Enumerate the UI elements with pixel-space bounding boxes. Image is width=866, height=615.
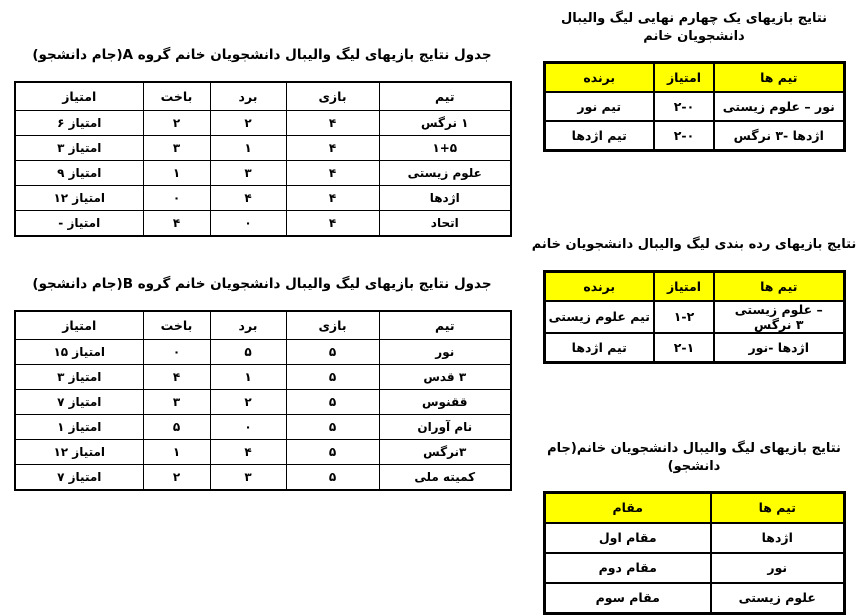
cell-points: ۳ امتیاز <box>15 135 143 160</box>
cell-lost: ۰ <box>143 185 210 210</box>
ranking-title: نتایج بازیهای رده بندی لیگ والیبال دانشجویان خانم <box>531 237 857 253</box>
cell-winner: تیم نور <box>544 92 654 121</box>
column-header-team: تیم <box>379 82 511 111</box>
cell-team: نام آوران <box>379 414 511 439</box>
cell-teams: علوم زیستی‎ – نور <box>714 92 844 121</box>
cell-lost: ۰ <box>143 339 210 364</box>
cell-lost: ۳ <box>143 389 210 414</box>
ranking-results-table <box>543 270 846 364</box>
cell-score: ۲-۰ <box>654 92 714 121</box>
cell-played: ۵ <box>286 364 379 389</box>
group-b-standings-table <box>14 310 512 491</box>
group-b-title: جدول نتایج بازیهای لیگ والیبال دانشجویان خانم گروه B(جام دانشجو) <box>32 275 492 292</box>
header-row <box>15 82 511 111</box>
quarterfinal-results-table <box>543 61 846 152</box>
cell-team: ققنوس <box>379 389 511 414</box>
header-row <box>544 271 844 301</box>
cell-won: ۱ <box>210 364 286 389</box>
cell-team: اژدها <box>379 185 511 210</box>
header-row <box>544 63 844 93</box>
cell-played: ۵ <box>286 414 379 439</box>
cell-score: ۲-۰ <box>654 121 714 151</box>
column-header-score: امتیاز <box>654 63 714 93</box>
column-header-winner: برنده <box>544 63 654 93</box>
cell-points: - امتیاز <box>15 210 143 236</box>
column-header-points: امتیاز <box>15 311 143 340</box>
column-header-rank: مقام <box>544 492 711 523</box>
cell-played: ۵ <box>286 439 379 464</box>
column-header-losses: باخت <box>143 311 210 340</box>
cell-rank: مقام دوم <box>544 553 711 583</box>
column-header-score: امتیاز <box>654 271 714 301</box>
cell-lost: ۳ <box>143 135 210 160</box>
cell-lost: ۱ <box>143 439 210 464</box>
cell-lost: ۴ <box>143 210 210 236</box>
table-row <box>15 135 511 160</box>
cell-won: ۲ <box>210 389 286 414</box>
cell-played: ۴ <box>286 160 379 185</box>
cell-team: علوم زیستی <box>711 583 844 614</box>
cell-won: ۳ <box>210 464 286 490</box>
cell-lost: ۵ <box>143 414 210 439</box>
cell-score: ۲-۱ <box>654 333 714 363</box>
cell-team: نور <box>379 339 511 364</box>
cell-played: ۵ <box>286 389 379 414</box>
cell-team: نرگس‎۳ <box>379 439 511 464</box>
cell-lost: ۱ <box>143 160 210 185</box>
group-a-title: جدول نتایج بازیهای لیگ والیبال دانشجویان خانم گروه A(جام دانشجو) <box>32 47 492 63</box>
cell-rank: مقام اول <box>544 523 711 553</box>
cell-winner: تیم علوم زیستی <box>544 301 654 333</box>
table-row <box>15 414 511 439</box>
cell-won: ۴ <box>210 185 286 210</box>
table-row <box>15 160 511 185</box>
cell-winner: تیم اژدها <box>544 333 654 363</box>
cell-team: اتحاد <box>379 210 511 236</box>
column-header-team: تیم <box>379 311 511 340</box>
cell-lost: ۲ <box>143 110 210 135</box>
header-row <box>544 492 844 523</box>
cell-team: کمیته ملی <box>379 464 511 490</box>
cell-won: ۵ <box>210 339 286 364</box>
cell-team: نرگس‎ ۱ <box>379 110 511 135</box>
table-row <box>15 210 511 236</box>
cell-winner: تیم اژدها <box>544 121 654 151</box>
cell-points: ۳ امتیاز <box>15 364 143 389</box>
table-row <box>15 110 511 135</box>
cell-won: ۱ <box>210 135 286 160</box>
table-row <box>544 92 844 121</box>
cell-points: ۹ امتیاز <box>15 160 143 185</box>
table-row <box>15 464 511 490</box>
cell-played: ۴ <box>286 185 379 210</box>
cell-played: ۴ <box>286 135 379 160</box>
cell-won: ۴ <box>210 439 286 464</box>
column-header-losses: باخت <box>143 82 210 111</box>
cell-teams: نرگس‎ ۳- اژدها <box>714 121 844 151</box>
cell-team: اژدها <box>711 523 844 553</box>
column-header-teams: تیم ها <box>711 492 844 523</box>
cell-points: ۱ امتیاز <box>15 414 143 439</box>
header-row <box>15 311 511 340</box>
cell-rank: مقام سوم <box>544 583 711 614</box>
cell-won: ۲ <box>210 110 286 135</box>
table-row <box>15 185 511 210</box>
cell-team: قدس‎ ۳ <box>379 364 511 389</box>
table-row <box>544 333 844 363</box>
cell-team: ۱+۵ <box>379 135 511 160</box>
cell-won: ۰ <box>210 414 286 439</box>
cell-points: ۱۵ امتیاز <box>15 339 143 364</box>
cell-played: ۴ <box>286 210 379 236</box>
cell-played: ۵ <box>286 339 379 364</box>
column-header-wins: برد <box>210 311 286 340</box>
right-column <box>526 0 862 606</box>
cell-points: ۱۲ امتیاز <box>15 185 143 210</box>
cell-played: ۵ <box>286 464 379 490</box>
cell-points: ۶ امتیاز <box>15 110 143 135</box>
cell-won: ۳ <box>210 160 286 185</box>
table-row <box>15 339 511 364</box>
cell-teams: علوم زیستی‎ – نرگس‎ ۳ <box>714 301 844 333</box>
cell-score: ۱-۲ <box>654 301 714 333</box>
quarterfinal-title: نتایج بازیهای یک چهارم نهایی لیگ والیبال دانشجویان خانم <box>560 11 828 45</box>
column-header-teams: تیم ها <box>714 271 844 301</box>
cell-team: علوم زیستی <box>379 160 511 185</box>
cell-team: نور <box>711 553 844 583</box>
cell-points: ۷ امتیاز <box>15 389 143 414</box>
table-row <box>15 389 511 414</box>
table-row <box>15 439 511 464</box>
table-row <box>544 523 844 553</box>
column-header-wins: برد <box>210 82 286 111</box>
column-header-teams: تیم ها <box>714 63 844 93</box>
column-header-winner: برنده <box>544 271 654 301</box>
column-header-played: بازی <box>286 82 379 111</box>
cell-lost: ۴ <box>143 364 210 389</box>
column-header-played: بازی <box>286 311 379 340</box>
group-a-standings-table <box>14 81 512 237</box>
cell-won: ۰ <box>210 210 286 236</box>
final-standings-title: نتایج بازیهای لیگ والیبال دانشجویان خانم(جام دانشجو) <box>547 440 841 474</box>
table-row <box>544 301 844 333</box>
cell-points: ۱۲ امتیاز <box>15 439 143 464</box>
final-standings-table <box>543 491 846 615</box>
left-column <box>14 0 510 573</box>
cell-points: ۷ امتیاز <box>15 464 143 490</box>
table-row <box>544 553 844 583</box>
table-row <box>15 364 511 389</box>
cell-teams: نور‎- اژدها <box>714 333 844 363</box>
cell-lost: ۲ <box>143 464 210 490</box>
table-row <box>544 583 844 614</box>
table-row <box>544 121 844 151</box>
column-header-points: امتیاز <box>15 82 143 111</box>
cell-played: ۴ <box>286 110 379 135</box>
